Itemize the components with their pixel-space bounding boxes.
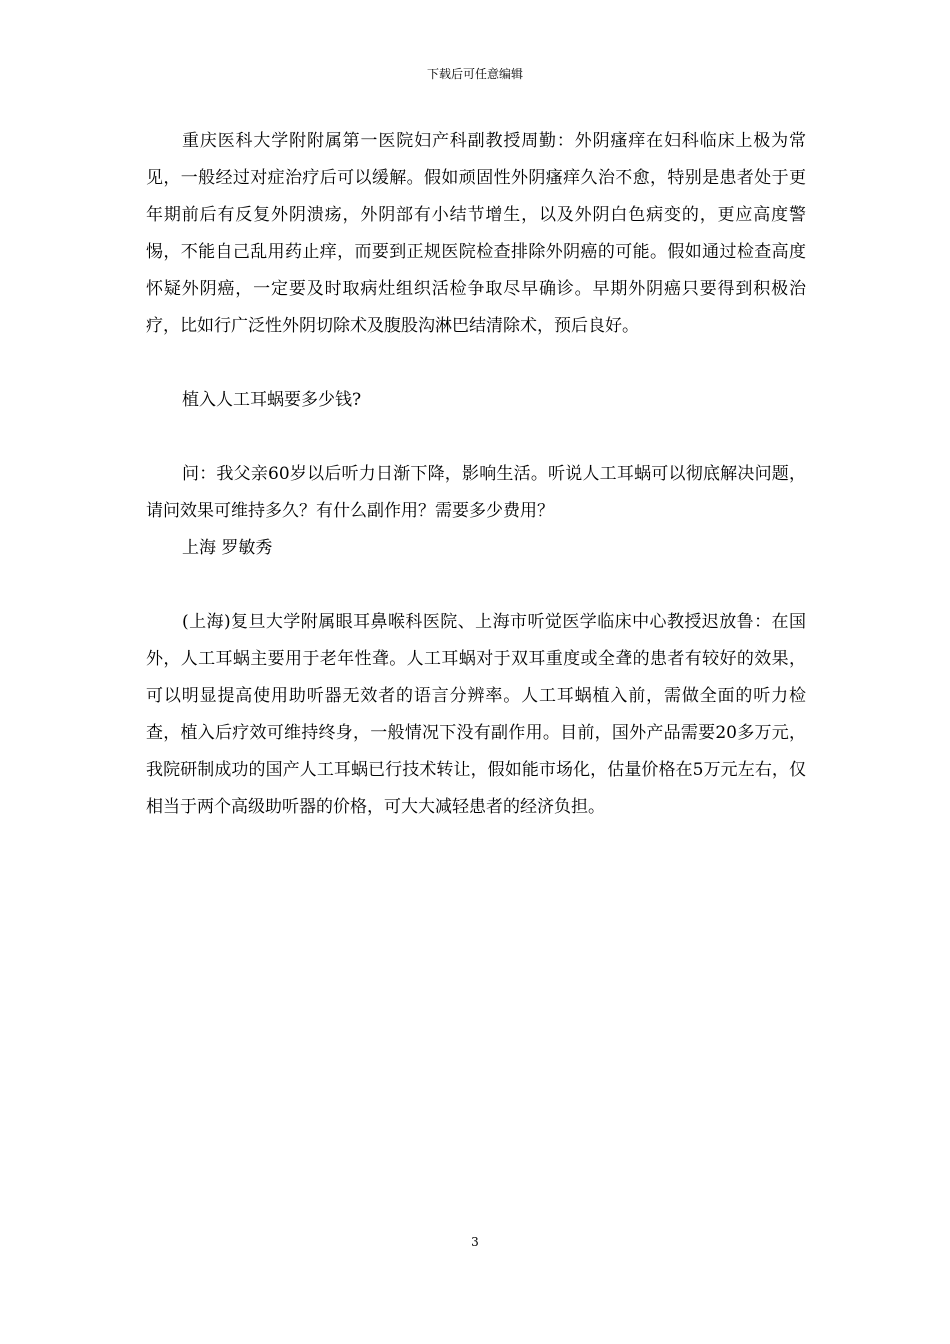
question-paragraph: 问：我父亲60岁以后听力日渐下降，影响生活。听说人工耳蜗可以彻底解决问题，请问效果可维持多久？有什么副作用？需要多少费用？ <box>146 464 806 521</box>
page-number: 3 <box>471 1235 479 1249</box>
paragraph-spacer <box>146 567 806 604</box>
document-body <box>146 123 806 826</box>
page-header: 下载后可任意编辑 <box>426 67 523 81</box>
paragraph-spacer <box>146 419 806 456</box>
paragraph-spacer <box>146 345 806 382</box>
question-heading: 植入人工耳蜗要多少钱? <box>182 390 362 410</box>
answer-paragraph-cochlear: (上海)复旦大学附属眼耳鼻喉科医院、上海市听觉医学临床中心教授迟放鲁：在国外，人工耳蜗主要用于老年性聋。人工耳蜗对于双耳重度或全聋的患者有较好的效果，可以明显提高使用助听器无效者的语言分辨率。人工耳蜗植入前，需做全面的听力检查，植入后疗效可维持终身，一般情况下没有副作用。目前，国外产品需要20多万元，我院研制成功的国产人工耳蜗已行技术转让，假如能市场化，估量价格在5万元左右，仅相当于两个高级助听器的价格，可大大减轻患者的经济负担。 <box>146 612 806 817</box>
question-author: 上海 罗敏秀 <box>182 538 273 558</box>
answer-paragraph-gynecology: 重庆医科大学附附属第一医院妇产科副教授周勤：外阴瘙痒在妇科临床上极为常见，一般经过对症治疗后可以缓解。假如顽固性外阴瘙痒久治不愈，特别是患者处于更年期前后有反复外阴溃疡，外阴部有小结节增生，以及外阴白色病变的，更应高度警惕，不能自己乱用药止痒，而要到正规医院检查排除外阴癌的可能。假如通过检查高度怀疑外阴癌，一定要及时取病灶组织活检争取尽早确诊。早期外阴癌只要得到积极治疗，比如行广泛性外阴切除术及腹股沟淋巴结清除术，预后良好。 <box>146 131 806 336</box>
